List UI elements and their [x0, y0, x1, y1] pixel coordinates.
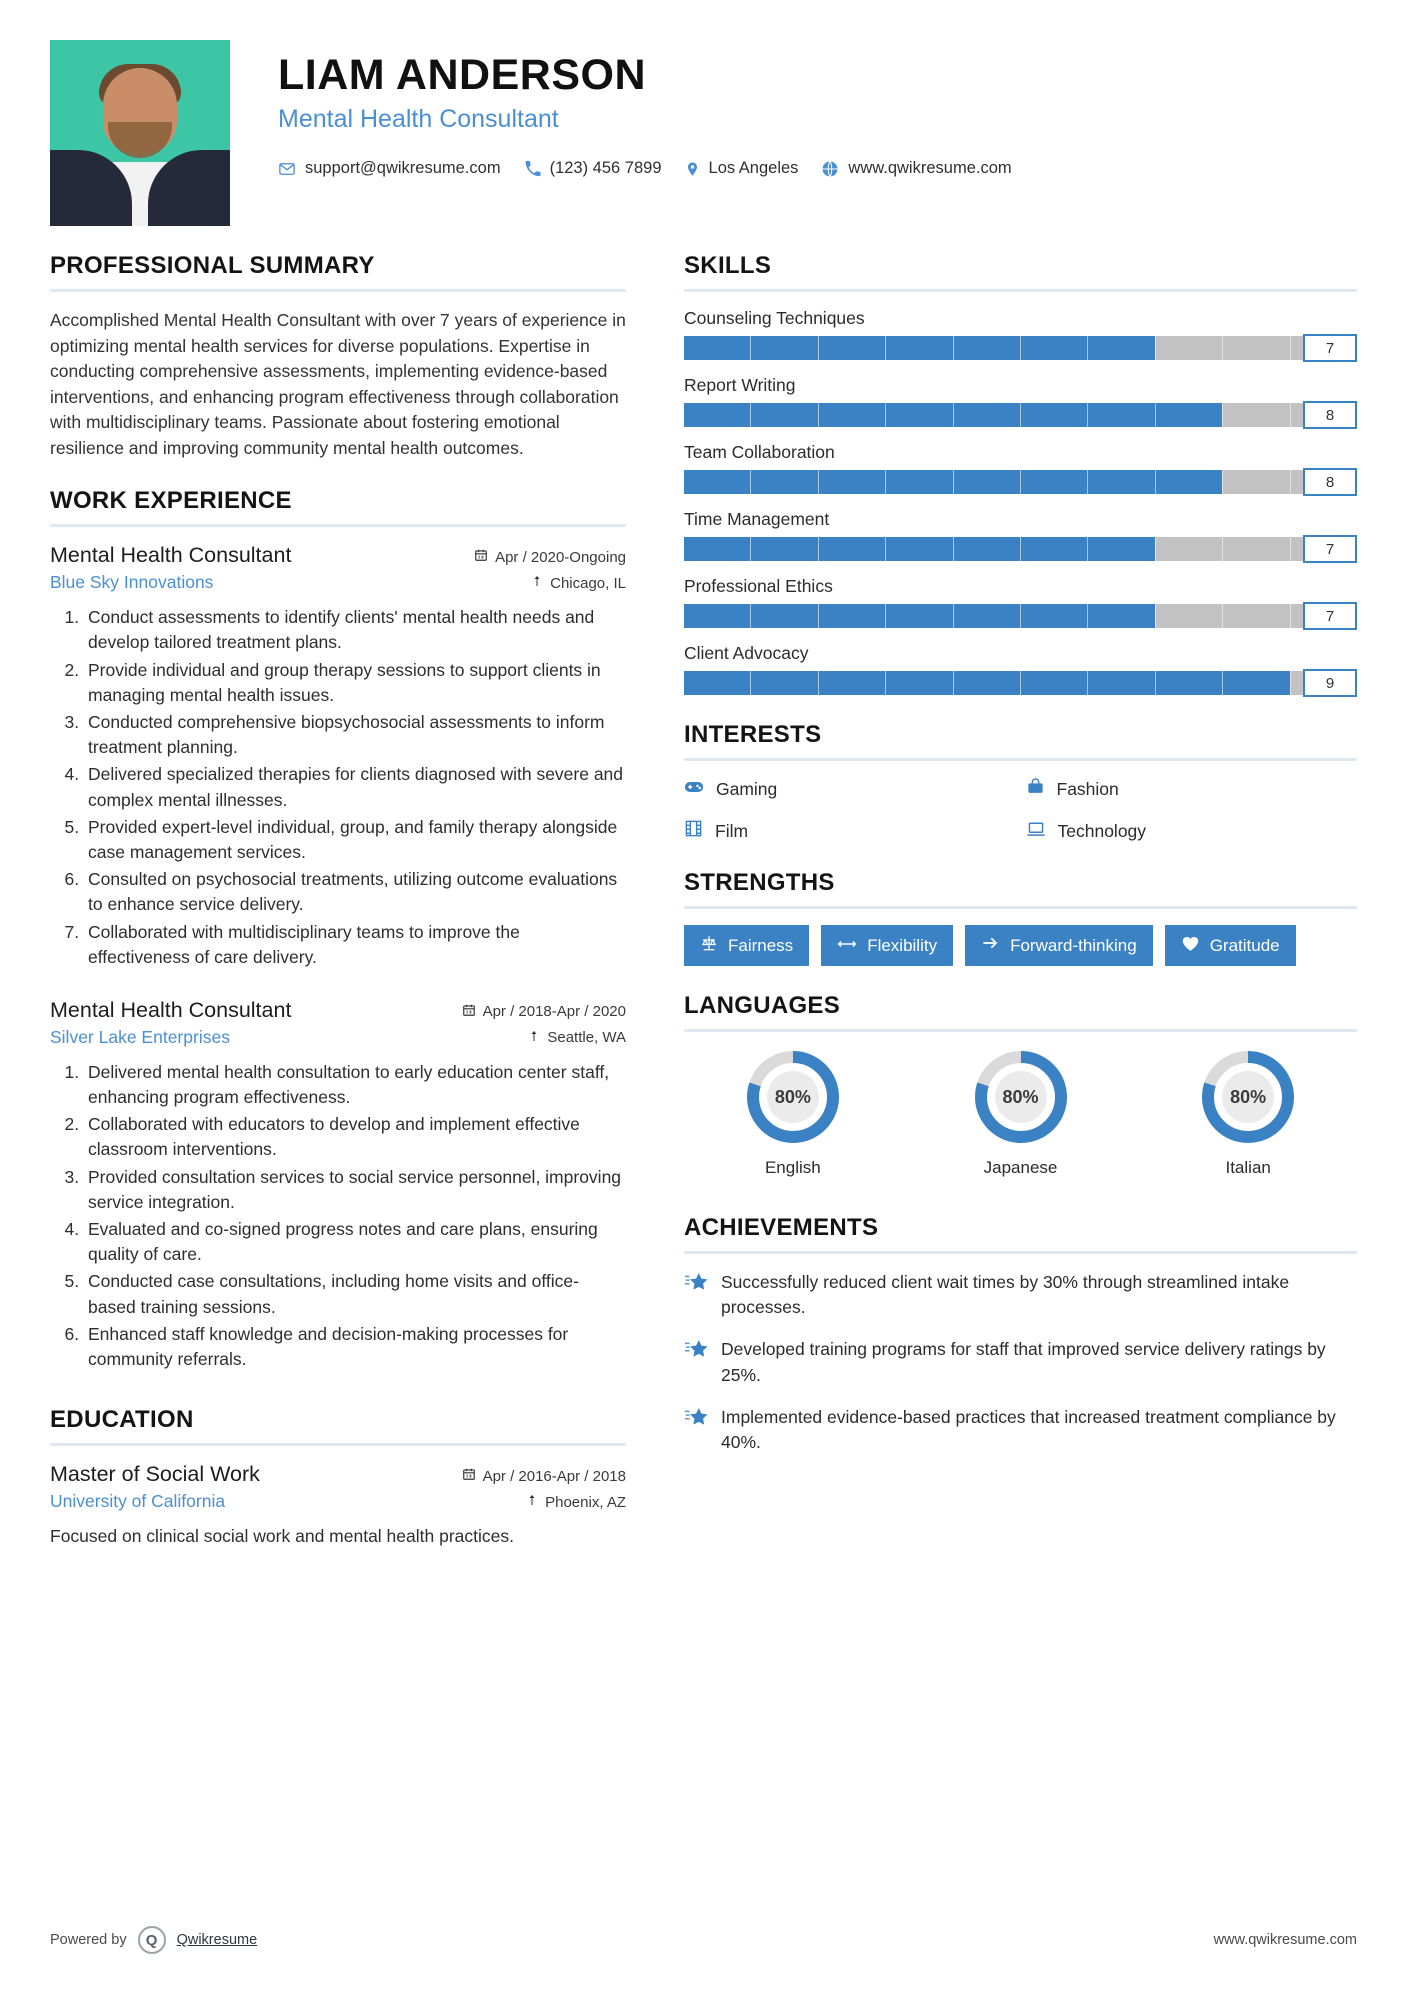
skill-label: Time Management [684, 509, 830, 529]
contact-row [278, 159, 1357, 178]
qwikresume-logo-icon: Q [138, 1926, 166, 1954]
list-item: 1. Conduct assessments to identify clients' mental health needs and develop tailored treatment plans. [84, 605, 626, 655]
section-title: ACHIEVEMENTS [684, 1214, 879, 1241]
job-title: Mental Health Consultant [50, 543, 292, 568]
section-interests [684, 721, 1357, 843]
globe-icon [821, 160, 839, 178]
filmstrip-icon [684, 819, 703, 843]
experience-subheader [50, 1027, 626, 1048]
contact-location-value: Los Angeles [708, 159, 799, 178]
job-location [531, 574, 626, 592]
achievement-text: Successfully reduced client wait times by 30% through streamlined intake processes. [721, 1272, 1290, 1318]
skill-value-box: 7 [1303, 602, 1357, 630]
skill-value-box: 7 [1303, 535, 1357, 563]
language-percent-label: 80% [774, 1086, 811, 1107]
job-dates-value: Apr / 2020-Ongoing [495, 548, 626, 566]
arrow-right-icon [981, 935, 1000, 956]
section-languages [684, 992, 1357, 1178]
interest-item [684, 819, 1016, 843]
phone-icon [524, 160, 541, 177]
school-name: University of California [50, 1491, 226, 1512]
skill-rating-bar [684, 403, 1357, 427]
section-divider [50, 524, 626, 527]
job-bullet-list [50, 605, 626, 970]
section-divider [684, 1251, 1357, 1254]
language-name: English [764, 1158, 821, 1177]
job-location [528, 1029, 626, 1047]
resume-body [50, 252, 1357, 1578]
skill-bar-ticks [684, 604, 1357, 628]
list-item: 7. Collaborated with multidisciplinary teams to improve the effectiveness of care delivery. [84, 920, 626, 970]
profile-photo [50, 40, 230, 226]
skill-rating-bar [684, 604, 1357, 628]
section-professional-summary [50, 252, 626, 461]
experience-header [50, 543, 626, 568]
contact-website-value: www.qwikresume.com [848, 159, 1012, 178]
contact-location[interactable] [685, 159, 799, 178]
strength-chip [684, 925, 809, 966]
strengths-list [684, 925, 1357, 966]
education-item [50, 1462, 626, 1549]
header-main [278, 40, 1357, 178]
language-donut-chart [972, 1048, 1070, 1146]
skill-label: Professional Ethics [684, 576, 833, 596]
list-item: 1. Delivered mental health consultation to early education center staff, enhancing program effectiveness. [84, 1060, 626, 1110]
star-icon [684, 1270, 708, 1297]
contact-phone-value: (123) 456 7899 [549, 159, 662, 178]
contact-phone[interactable] [524, 159, 662, 178]
education-location-value: Phoenix, AZ [545, 1493, 626, 1511]
job-company: Silver Lake Enterprises [50, 1026, 230, 1047]
heart-icon [1181, 935, 1200, 957]
section-title: EDUCATION [50, 1406, 194, 1434]
skills-list [684, 308, 1357, 695]
job-location-value: Seattle, WA [547, 1029, 626, 1047]
skill-item [684, 509, 1357, 561]
pin-icon [526, 1493, 538, 1511]
skill-item [684, 442, 1357, 494]
skill-item [684, 375, 1357, 427]
section-divider [684, 1029, 1357, 1032]
calendar-icon [462, 1467, 476, 1485]
resume-header [50, 40, 1357, 252]
interests-grid [684, 777, 1357, 843]
skill-bar-ticks [684, 336, 1357, 360]
list-item: 5. Conducted case consultations, including home visits and office-based training sessions. [84, 1269, 626, 1319]
language-name: Italian [1225, 1158, 1271, 1177]
interest-label: Technology [1057, 820, 1147, 841]
section-achievements [684, 1214, 1357, 1455]
list-item: 3. Provided consultation services to social service personnel, improving service integration. [84, 1165, 626, 1215]
arrows-horizontal-icon [837, 936, 857, 956]
skill-rating-bar [684, 671, 1357, 695]
job-dates-value: Apr / 2018-Apr / 2020 [482, 1003, 626, 1021]
skill-label: Team Collaboration [684, 442, 835, 462]
location-pin-icon [685, 160, 700, 178]
achievement-item [684, 1270, 1357, 1320]
experience-subheader [50, 572, 626, 593]
experience-header [50, 998, 626, 1023]
star-icon [684, 1405, 708, 1432]
interest-item [1026, 777, 1358, 801]
strength-label: Gratitude [1209, 935, 1280, 955]
skill-bar-ticks [684, 403, 1357, 427]
footer-website[interactable]: www.qwikresume.com [1213, 1932, 1357, 1948]
scales-icon [700, 934, 718, 957]
interest-item [1026, 819, 1358, 843]
job-company: Blue Sky Innovations [50, 572, 214, 593]
section-title: STRENGTHS [684, 869, 835, 896]
skill-label: Report Writing [684, 375, 796, 395]
section-work-experience [50, 487, 626, 1372]
language-item [912, 1048, 1130, 1178]
language-name: Japanese [983, 1158, 1058, 1177]
qwikresume-link[interactable]: Qwikresume [176, 1932, 258, 1948]
strength-label: Flexibility [867, 935, 938, 955]
education-header [50, 1462, 626, 1487]
achievement-text: Implemented evidence-based practices that increased treatment compliance by 40%. [721, 1406, 1336, 1452]
list-item: 4. Evaluated and co-signed progress notes and care plans, ensuring quality of care. [84, 1217, 626, 1267]
interest-item [684, 777, 1016, 801]
contact-email[interactable] [278, 159, 501, 178]
skill-rating-bar [684, 336, 1357, 360]
section-education [50, 1406, 626, 1549]
achievement-text: Developed training programs for staff that improved service delivery ratings by 25%. [721, 1339, 1326, 1385]
skill-value-box: 8 [1303, 401, 1357, 429]
skill-item [684, 576, 1357, 628]
list-item: 3. Conducted comprehensive biopsychosocial assessments to inform treatment planning. [84, 710, 626, 760]
strength-chip [821, 925, 953, 966]
job-title: Mental Health Consultant [50, 997, 292, 1022]
section-divider [50, 289, 626, 292]
education-dates-value: Apr / 2016-Apr / 2018 [482, 1467, 626, 1485]
footer-branding [50, 1926, 257, 1954]
section-strengths [684, 869, 1357, 966]
photo-beard [108, 122, 172, 158]
section-title: LANGUAGES [684, 992, 841, 1019]
language-donut-chart [1199, 1048, 1297, 1146]
contact-email-value: support@qwikresume.com [305, 159, 501, 178]
right-column [660, 252, 1357, 1481]
section-divider [684, 758, 1357, 761]
skill-label: Client Advocacy [684, 643, 809, 663]
strength-label: Forward-thinking [1010, 935, 1137, 955]
section-title: PROFESSIONAL SUMMARY [50, 252, 375, 279]
list-item: 6. Consulted on psychosocial treatments, utilizing outcome evaluations to enhance service delivery. [84, 867, 626, 917]
skill-value-box: 7 [1303, 334, 1357, 362]
experience-item [50, 998, 626, 1372]
laptop-icon [1026, 820, 1046, 843]
experience-item [50, 543, 626, 970]
job-bullet-list [50, 1060, 626, 1372]
left-column [50, 252, 660, 1578]
achievement-item [684, 1405, 1357, 1455]
calendar-icon [474, 548, 488, 566]
section-title: WORK EXPERIENCE [50, 487, 292, 515]
language-percent-label: 80% [1002, 1086, 1039, 1107]
skill-rating-bar [684, 537, 1357, 561]
language-percent-label: 80% [1230, 1086, 1267, 1107]
job-dates [474, 548, 626, 566]
job-role-subtitle: Mental Health Consultant [278, 105, 559, 134]
section-title: SKILLS [684, 252, 772, 279]
list-item: 6. Enhanced staff knowledge and decision-making processes for community referrals. [84, 1322, 626, 1372]
interest-label: Fashion [1056, 778, 1119, 799]
skill-value-box: 8 [1303, 468, 1357, 496]
degree-title: Master of Social Work [50, 1462, 260, 1487]
language-donut-chart [744, 1048, 842, 1146]
education-subheader [50, 1491, 626, 1512]
section-divider [684, 906, 1357, 909]
languages-list [684, 1048, 1357, 1178]
handbag-icon [1026, 777, 1045, 801]
strength-chip [1165, 925, 1296, 966]
education-location [526, 1493, 626, 1511]
skill-value-box: 9 [1303, 669, 1357, 697]
skill-bar-ticks [684, 537, 1357, 561]
powered-by-label: Powered by [50, 1932, 127, 1948]
star-icon [684, 1337, 708, 1364]
interest-label: Gaming [716, 778, 778, 799]
section-skills [684, 252, 1357, 695]
list-item: 2. Provide individual and group therapy sessions to support clients in managing mental health issues. [84, 658, 626, 708]
email-icon [278, 160, 296, 178]
gamepad-icon [684, 779, 704, 800]
achievement-item [684, 1337, 1357, 1387]
strength-chip [965, 925, 1153, 966]
skill-item [684, 308, 1357, 360]
skill-bar-ticks [684, 470, 1357, 494]
skill-rating-bar [684, 470, 1357, 494]
summary-text: Accomplished Mental Health Consultant with over 7 years of experience in optimizing mental health services for diverse populations. Expertise in conducting comprehensive assessments, implementing evidence-based interventions, and enhancing program effectiveness through collaboration with multidisciplinary teams. Passionate about fostering emotional resilience and improving community mental health outcomes. [50, 310, 626, 458]
list-item: 5. Provided expert-level individual, group, and family therapy alongside case management services. [84, 815, 626, 865]
language-item [1139, 1048, 1357, 1178]
pin-icon [531, 574, 543, 592]
list-item: 2. Collaborated with educators to develop and implement effective classroom interventions. [84, 1112, 626, 1162]
skill-bar-ticks [684, 671, 1357, 695]
contact-website[interactable] [821, 159, 1011, 178]
page-title: LIAM ANDERSON [278, 51, 647, 99]
interest-label: Film [715, 820, 749, 841]
calendar-icon [462, 1003, 476, 1021]
education-description: Focused on clinical social work and mental health practices. [50, 1526, 514, 1547]
strength-label: Fairness [728, 935, 794, 955]
skill-item [684, 643, 1357, 695]
skill-label: Counseling Techniques [684, 308, 865, 328]
section-divider [684, 289, 1357, 292]
section-divider [50, 1443, 626, 1446]
pin-icon [528, 1029, 540, 1047]
education-dates [462, 1467, 626, 1485]
job-dates [462, 1003, 626, 1021]
language-item [684, 1048, 902, 1178]
list-item: 4. Delivered specialized therapies for clients diagnosed with severe and complex mental illnesses. [84, 762, 626, 812]
page-footer [50, 1926, 1357, 1954]
job-location-value: Chicago, IL [550, 574, 626, 592]
section-title: INTERESTS [684, 721, 822, 748]
